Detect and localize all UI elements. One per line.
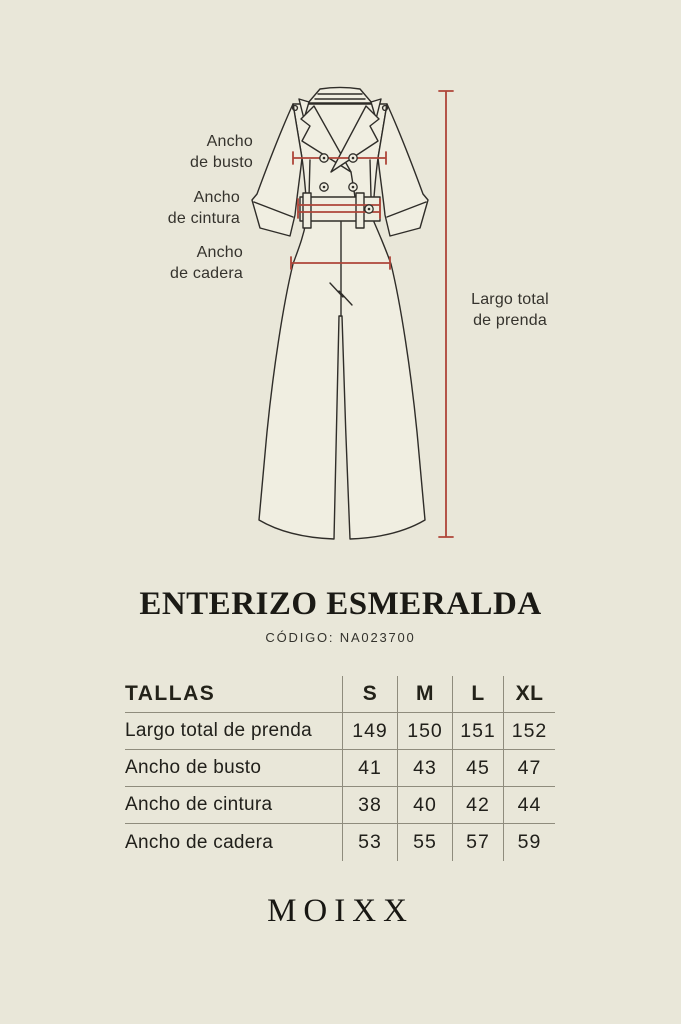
length-measure-line xyxy=(439,91,453,537)
left-sleeve xyxy=(252,104,302,236)
cell-value: 152 xyxy=(503,713,555,750)
size-header-s: S xyxy=(342,676,397,713)
size-header-m: M xyxy=(397,676,452,713)
hip-width-label-line1: Ancho xyxy=(196,244,243,261)
hip-width-label xyxy=(143,242,243,284)
row-label-total-length: Largo total de prenda xyxy=(125,713,342,750)
cell-value: 55 xyxy=(397,824,452,861)
waist-width-label-line1: Ancho xyxy=(193,189,240,206)
hip-width-label-line2: de cadera xyxy=(170,265,243,282)
cell-value: 40 xyxy=(397,787,452,824)
back-collar xyxy=(308,88,372,104)
button-dot xyxy=(368,208,371,211)
size-header-xl: XL xyxy=(503,676,555,713)
left-belt-loop xyxy=(303,193,311,228)
right-belt-loop xyxy=(356,193,364,228)
cell-value: 42 xyxy=(452,787,503,824)
product-title: ENTERIZO ESMERALDA xyxy=(139,586,542,622)
button-dot xyxy=(352,186,355,189)
brand-logo: MOIXX xyxy=(267,893,414,929)
right-panel-seam xyxy=(370,160,371,197)
row-label-hip-width: Ancho de cadera xyxy=(125,831,274,853)
cell-value: 38 xyxy=(342,787,397,824)
row-label-bust-width: Ancho de busto xyxy=(125,750,342,787)
cell-value: 149 xyxy=(342,713,397,750)
total-length-label-line1: Largo total xyxy=(471,291,549,308)
size-table-title: TALLAS xyxy=(125,676,342,713)
button-dot xyxy=(323,157,326,160)
waist-width-label xyxy=(140,187,240,229)
waist-width-label-line2: de cintura xyxy=(167,210,240,227)
right-sleeve xyxy=(378,104,428,236)
left-panel-seam xyxy=(309,160,310,197)
product-code: CÓDIGO: NA023700 xyxy=(265,630,416,645)
size-header-l: L xyxy=(452,676,503,713)
total-length-label-line2: de prenda xyxy=(473,312,547,329)
row-label-waist-width: Ancho de cintura xyxy=(125,787,342,824)
bust-width-label-line2: de busto xyxy=(190,154,253,171)
cell-value: 45 xyxy=(452,750,503,787)
cell-value: 59 xyxy=(503,824,555,861)
cell-value: 44 xyxy=(503,787,555,824)
total-length-label xyxy=(464,289,556,331)
cell-value: 53 xyxy=(342,824,397,861)
cell-value: 47 xyxy=(503,750,555,787)
cell-value: 41 xyxy=(342,750,397,787)
button-dot xyxy=(352,157,355,160)
bust-width-label-line1: Ancho xyxy=(206,133,253,150)
button-dot xyxy=(323,186,326,189)
size-table xyxy=(125,676,555,861)
garment-outline xyxy=(252,88,428,540)
bust-width-label xyxy=(153,131,253,173)
cell-value: 150 xyxy=(397,713,452,750)
cell-value: 57 xyxy=(452,824,503,861)
cell-value: 151 xyxy=(452,713,503,750)
cell-value: 43 xyxy=(397,750,452,787)
